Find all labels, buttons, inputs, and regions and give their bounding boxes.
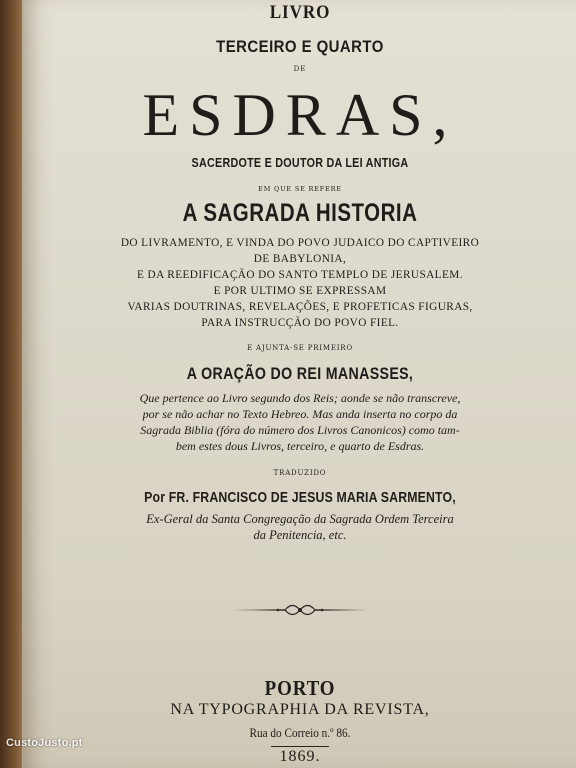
- imprint-street: Rua do Correio n.º 86.: [249, 726, 351, 740]
- paragraph-line: E POR ULTIMO SE EXPRESSAM: [213, 285, 387, 297]
- translator-title-line: da Penitencia, etc.: [253, 528, 347, 542]
- imprint-press: NA TYPOGRAPHIA DA REVISTA,: [170, 701, 430, 718]
- italic-note-line: por se não achar no Texto Hebreo. Mas anda inserta no corpo da: [142, 407, 458, 421]
- paragraph-line: VARIAS DOUTRINAS, REVELAÇÕES, E PROFETICAS FIGURAS,: [127, 301, 473, 313]
- subtitle-sacerdote: SACERDOTE E DOUTOR DA LEI ANTIGA: [191, 156, 409, 170]
- italic-note-line: Que pertence ao Livro segundo dos Reis; aonde se não transcreve,: [139, 391, 461, 405]
- small-caps-ajunta: E AJUNTA-SE PRIMEIRO: [247, 344, 353, 352]
- heading-livro: LIVRO: [269, 2, 331, 23]
- paragraph-line: E DA REEDIFICAÇÃO DO SANTO TEMPLO DE JERUSALEM.: [137, 269, 463, 281]
- paragraph-line: DO LIVRAMENTO, E VINDA DO POVO JUDAICO DO CAPTIVEIRO: [120, 237, 480, 249]
- divider-rule: [271, 746, 329, 747]
- translator-line: Por FR. FRANCISCO DE JESUS MARIA SARMENTO,: [144, 489, 456, 506]
- imprint-city: PORTO: [264, 676, 336, 700]
- title-page: [22, 0, 576, 768]
- paragraph-line: DE BABYLONIA,: [253, 253, 347, 265]
- paragraph-line: PARA INSTRUCÇÃO DO POVO FIEL.: [201, 317, 399, 329]
- heading-sagrada-historia: A SAGRADA HISTORIA: [182, 199, 418, 227]
- small-caps-de: DE: [293, 65, 307, 73]
- imprint-year: 1869.: [279, 748, 321, 765]
- ornament-rule-icon: [230, 602, 370, 618]
- heading-oracao-manasses: A ORAÇÃO DO REI MANASSES,: [186, 365, 414, 383]
- watermark-logo: CustoJusto.pt: [6, 737, 83, 749]
- translator-title-line: Ex-Geral da Santa Congregação da Sagrada Ordem Terceira: [146, 512, 454, 526]
- main-title-esdras: ESDRAS,: [142, 82, 458, 148]
- small-caps-traduzido: TRADUZIDO: [273, 469, 327, 477]
- italic-note-line: bem estes dous Livros, terceiro, e quarto de Esdras.: [175, 439, 425, 453]
- heading-terceiro-quarto: TERCEIRO E QUARTO: [216, 37, 384, 56]
- italic-note-line: Sagrada Biblia (fóra do número dos Livros Canonicos) como tam-: [140, 423, 460, 437]
- small-caps-refere: EM QUE SE REFERE: [258, 185, 342, 193]
